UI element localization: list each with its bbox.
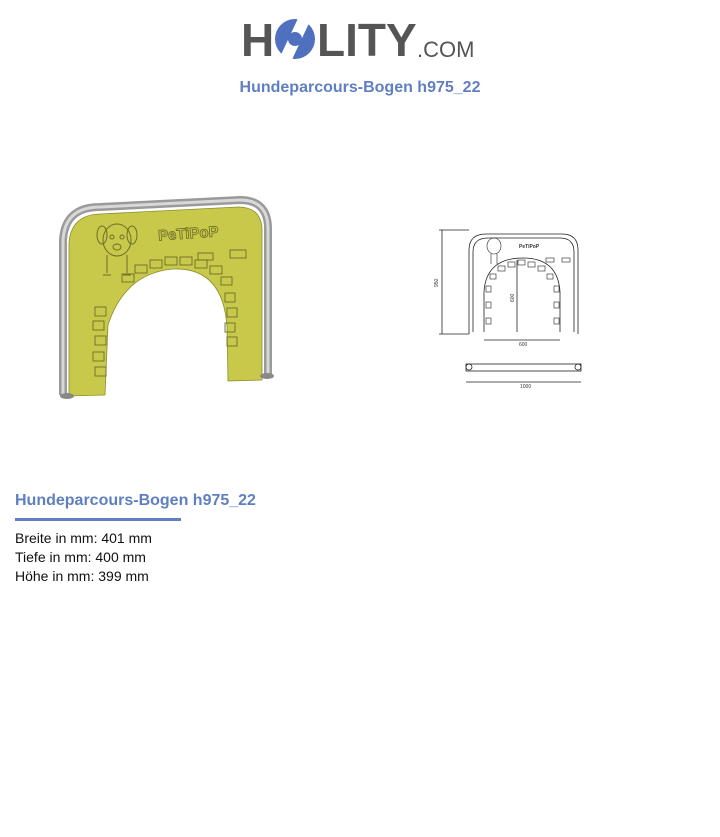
logo-o-icon	[275, 16, 315, 63]
petipop-sign: PeTiPoP	[157, 223, 220, 245]
width-dimension: 1000	[520, 384, 532, 390]
logo-letters: LITY	[317, 14, 417, 66]
logo-letter-h: H	[241, 14, 275, 66]
spec-depth: Tiefe in mm: 400 mm	[15, 549, 146, 565]
section-underline	[15, 518, 181, 521]
spec-list	[15, 529, 152, 586]
opening-height-dimension: 600	[510, 293, 516, 302]
logo-domain: .COM	[417, 37, 475, 62]
holity-logo[interactable]	[241, 10, 481, 68]
technical-drawing	[434, 222, 584, 392]
spec-width: Breite in mm: 401 mm	[15, 530, 152, 546]
page-title: Hundeparcours-Bogen h975_22	[239, 79, 481, 96]
drawing-dog-icon	[487, 238, 501, 264]
opening-width-dimension: 600	[519, 342, 528, 348]
product-image	[55, 195, 280, 405]
height-dimension: 950	[434, 278, 440, 287]
drawing-sign: PeTiPoP	[519, 244, 540, 250]
section-title: Hundeparcours-Bogen h975_22	[15, 492, 256, 509]
spec-height: Höhe in mm: 399 mm	[15, 568, 149, 584]
drawing-bricks	[486, 258, 570, 324]
